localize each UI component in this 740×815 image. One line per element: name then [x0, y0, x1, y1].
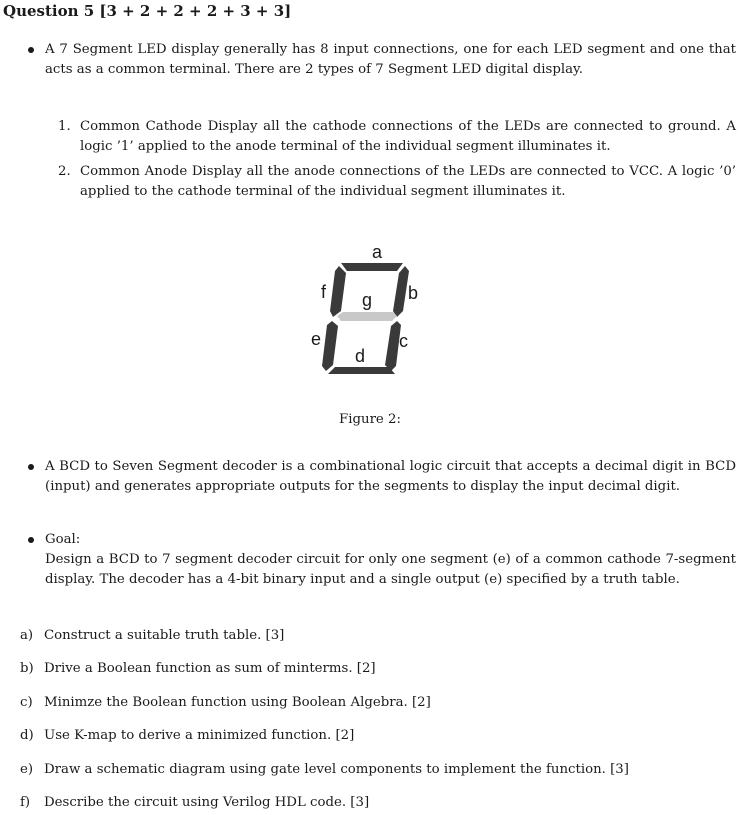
subquestion-text: Use K-map to derive a minimized function. [2] [44, 728, 355, 743]
segment-g [337, 312, 397, 321]
subquestion-text: Draw a schematic diagram using gate level components to implement the function. [3] [44, 762, 629, 777]
segment-label-g: g [362, 290, 373, 310]
subquestion-c [20, 693, 736, 713]
subquestion-a [20, 626, 736, 646]
segment-label-d: d [355, 346, 366, 366]
subquestion-text: Drive a Boolean function as sum of minterms. [2] [44, 661, 376, 676]
display-type-text: Common Anode Display all the anode connections of the LEDs are connected to VCC. A logic ’0’ applied to the cathode terminal of the individual segment illuminates it. [80, 164, 736, 199]
goal-bullet [28, 530, 736, 590]
segment-e [322, 321, 338, 371]
subquestion-d [20, 726, 736, 746]
goal-text: Design a BCD to 7 segment decoder circuit for only one segment (e) of a common cathode 7-segment display. The decoder has a 4-bit binary input and a single output (e) specified by a truth table. [45, 552, 736, 587]
segment-label-c: c [399, 331, 408, 351]
bcd-bullet [28, 457, 736, 497]
goal-heading: Goal: [45, 532, 81, 547]
segment-label-f: f [321, 282, 327, 302]
subquestion-b [20, 659, 736, 679]
intro-text: A 7 Segment LED display generally has 8 input connections, one for each LED segment and one that acts as a common terminal. There are 2 types of 7 Segment LED digital display. [45, 42, 736, 77]
subquestion-text: Construct a suitable truth table. [3] [44, 628, 285, 643]
bullet-dot [28, 537, 34, 543]
bullet-dot [28, 464, 34, 470]
subquestion-letter: a) [20, 628, 34, 643]
subquestion-letter: d) [20, 728, 34, 743]
intro-bullet [28, 40, 736, 80]
seven-segment-diagram [305, 237, 435, 382]
subquestion-letter: f) [20, 795, 31, 810]
figure-caption-text: Figure 2: [339, 412, 401, 427]
segment-label-e: e [311, 329, 322, 349]
segment-b [393, 266, 409, 317]
subquestion-letter: c) [20, 695, 33, 710]
subquestion-text: Describe the circuit using Verilog HDL code. [3] [44, 795, 370, 810]
seven-segment-figure [305, 237, 435, 382]
bcd-text: A BCD to Seven Segment decoder is a combinational logic circuit that accepts a decimal digit in BCD (input) and generates appropriate outputs for the segments to display the input decimal digit. [45, 459, 736, 494]
segment-d [328, 367, 395, 374]
segment-f [330, 266, 346, 317]
segment-a [341, 263, 403, 271]
segment-label-a: a [372, 242, 383, 262]
list-number: 2. [58, 164, 71, 179]
subquestion-e [20, 760, 736, 780]
subquestion-letter: e) [20, 762, 34, 777]
display-type-text: Common Cathode Display all the cathode connections of the LEDs are connected to ground. A logic ’1’ applied to the anode terminal of the individual segment illuminates it. [80, 119, 736, 154]
segment-label-b: b [408, 283, 419, 303]
subquestion-letter: b) [20, 661, 34, 676]
subquestion-f [20, 793, 736, 813]
figure-caption [0, 411, 740, 429]
list-number: 1. [58, 119, 71, 134]
bullet-dot [28, 47, 34, 53]
display-type-2 [58, 162, 736, 202]
question-title: Question 5 [3 + 2 + 2 + 2 + 3 + 3] [3, 2, 292, 20]
display-type-1 [58, 117, 736, 157]
subquestion-text: Minimze the Boolean function using Boolean Algebra. [2] [44, 695, 431, 710]
